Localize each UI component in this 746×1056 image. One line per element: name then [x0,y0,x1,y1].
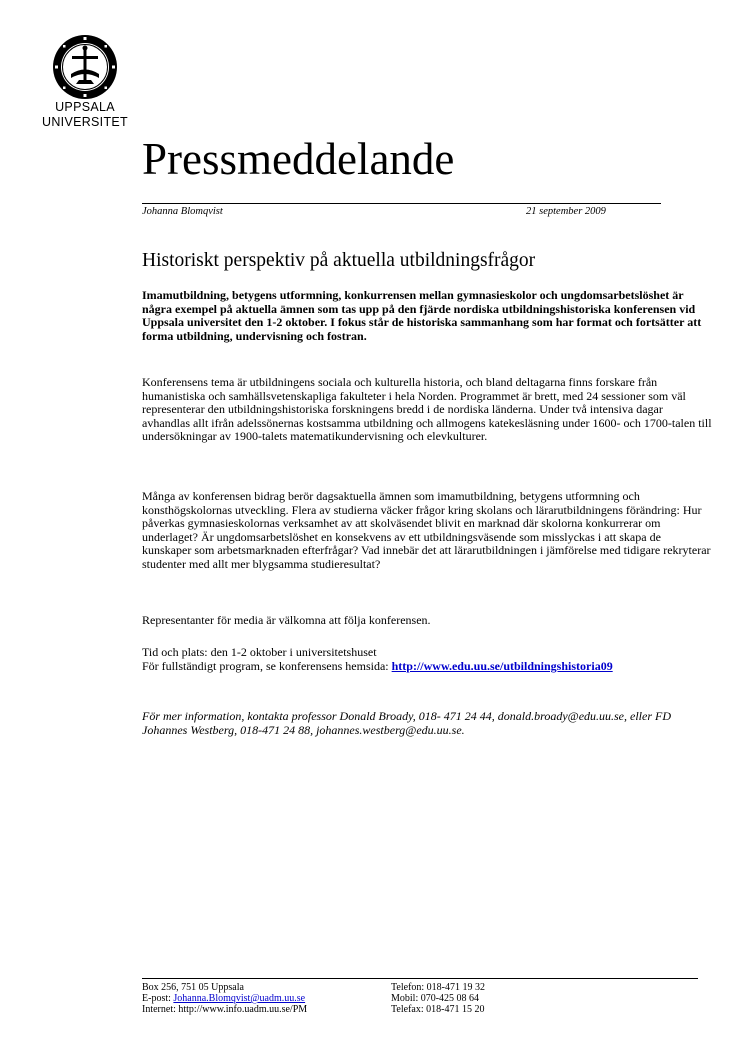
footer-fax: Telefax: 018-471 15 20 [391,1004,485,1015]
university-logo [42,34,128,130]
article-paragraph-1: Konferensens tema är utbildningens sociala och kulturella historia, och bland deltagarna finns forskare från humanistiska och samhällsvetenskapliga fakulteter i hela Norden. Programmet är brett, med 24 sessioner som väl representerar den utbildningshistoriska forskningens bredd i de nordiska länderna. Under två intensiva dagar avhandlas allt ifrån adelssönernas kostsamma utbildning och allmogens katekesläsning under 1600- och 1700-talen till undersökningar av 1900-talets matematikundervisning och elevkulturer. [142,375,712,443]
footer-divider [142,978,698,979]
footer-email-link[interactable]: Johanna.Blomqvist@uadm.uu.se [173,993,306,1004]
footer-email-label: E-post: [142,993,174,1004]
logo-text-uppsala: UPPSALA [55,100,115,114]
footer-address: Box 256, 751 05 Uppsala [142,982,244,993]
footer-phone: Telefon: 018-471 19 32 [391,982,486,993]
article-paragraph-3: Representanter för media är välkomna att följa konferensen. [142,613,431,627]
footer-right [391,982,591,1015]
program-text: För fullständigt program, se konferensens hemsida: [142,659,392,673]
article-paragraph-2: Många av konferensen bidrag berör dagsaktuella ämnen som imamutbildning, betygens utformning och konsthögskolornas utveckling. Flera av studierna väcker frågor kring skolans och lärarutbildningens förändring: Hur påverkas gymnasieskolornas verksamhet av att skolväsendet blivit en marknad där skolorna konkurrerar om underlaget? Är ungdomsarbetslöshet en konsekvens av ett utbildningsväsende som misslyckas i att skapa de kunskaper som arbetsmarknaden efterfrågar? Vad innebär det att lärarutbildningen i jämförelse med tidigare rekryterar studenter med allt mer blygsamma studieresultat? [142,489,711,571]
article-lead: Imamutbildning, betygens utformning, konkurrensen mellan gymnasieskolor och ungdomsarbetslöshet är några exempel på aktuella ämnen som tas upp på den fjärde nordiska utbildningshistoriska konferensen vid Uppsala universitet den 1-2 oktober. I fokus står de historiska sammanhang som har format och fortsätter att forma utbildning, undervisning och fostran. [142,288,702,343]
footer-email [142,993,382,1004]
program-link[interactable]: http://www.edu.uu.se/utbildningshistoria09 [391,659,613,673]
logo-text-universitet: UNIVERSITET [42,115,128,129]
release-date: 21 september 2009 [526,206,606,217]
uppsala-university-seal-icon [52,34,118,100]
header-divider [142,203,661,204]
article-title: Historiskt perspektiv på aktuella utbildningsfrågor [142,250,536,271]
footer-left [142,982,382,1015]
time-and-place: Tid och plats: den 1-2 oktober i universitetshuset [142,645,377,659]
author-name: Johanna Blomqvist [142,206,223,217]
page-title: Pressmeddelande [142,134,455,184]
contact-information: För mer information, kontakta professor Donald Broady, 018- 471 24 44, donald.broady@edu.uu.se, eller FD Johannes Westberg, 018-471 24 88, johannes.westberg@edu.uu.se. [142,709,671,737]
program-line [142,660,712,674]
footer-mobile: Mobil: 070-425 08 64 [391,993,480,1004]
footer-internet: Internet: http://www.info.uadm.uu.se/PM [142,1004,308,1015]
